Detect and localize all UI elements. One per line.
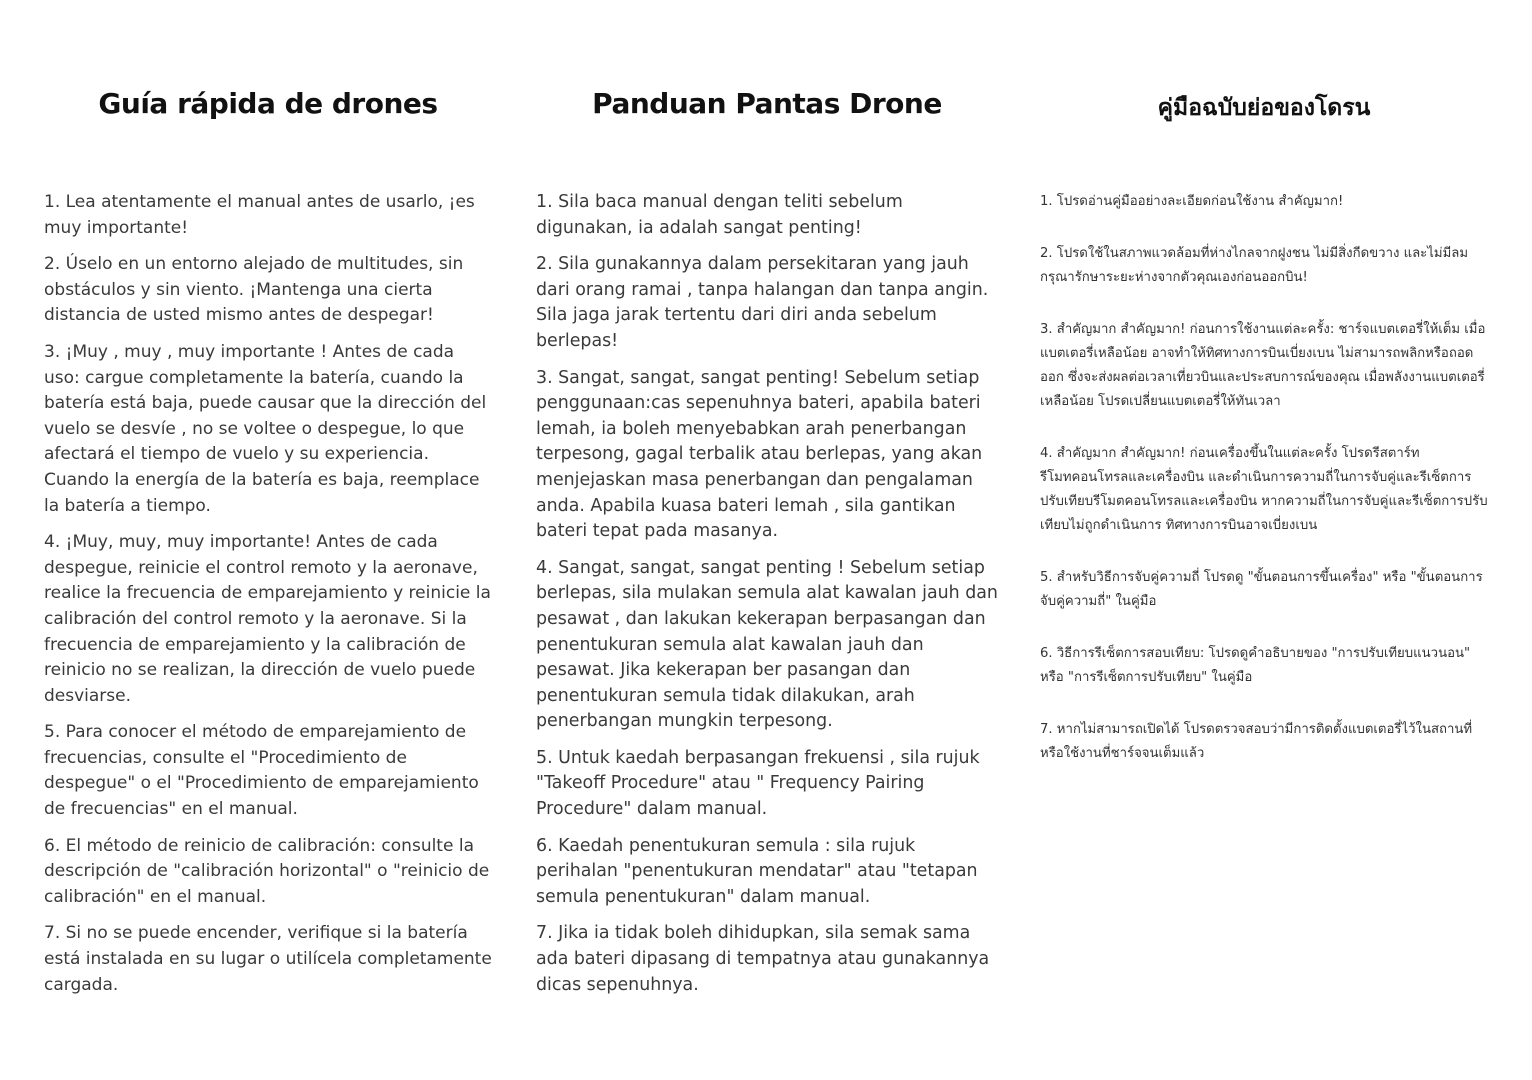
step-4: 4. ¡Muy, muy, muy importante! Antes de cada despegue, reinicie el control remoto y la aeronave, realice la frecuencia de emparejamiento y reinicie la calibración del control remoto y la aeronave. Si la frecuencia de emparejamiento y la calibración de reinicio no se realizan, la dirección de vuelo puede desviarse. bbox=[44, 532, 491, 706]
steps-list bbox=[1040, 190, 1488, 794]
steps-list bbox=[536, 190, 998, 1009]
step-7: 7. หากไม่สามารถเปิดได้ โปรดตรวจสอบว่ามีการติดตั้งแบตเตอรี่ไว้ในสถานที่หรือใช้งานที่ชาร์จจนเต็มแล้ว bbox=[1040, 722, 1473, 761]
column-title: Panduan Pantas Drone bbox=[592, 87, 942, 120]
column-spanish bbox=[44, 0, 492, 1080]
column-malay bbox=[536, 0, 998, 1080]
step-4: 4. Sangat, sangat, sangat penting ! Sebelum setiap berlepas, sila mulakan semula alat kawalan jauh dan pesawat , dan lakukan kekerapan berpasangan dan penentukuran semula alat kawalan jauh dan pesawat. Jika kekerapan ber pasangan dan penentukuran semula tidak dilakukan, arah penerbangan mungkin terpesong. bbox=[536, 557, 998, 732]
step-4: 4. สำคัญมาก สำคัญมาก! ก่อนเครื่องขึ้นในแต่ละครั้ง โปรดรีสตาร์ทรีโมทคอนโทรลและเครื่องบิน และดำเนินการความถี่ในการจับคู่และรีเซ็ตการปรับเทียบรีโมตคอนโทรลและเครื่องบิน หากความถี่ในการจับคู่และรีเซ็ตการปรับเทียบไม่ถูกดำเนินการ ทิศทางการบินอาจเบี่ยงเบน bbox=[1040, 446, 1488, 533]
step-6: 6. วิธีการรีเซ็ตการสอบเทียบ: โปรดดูคำอธิบายของ "การปรับเทียบแนวนอน" หรือ "การรีเซ็ตการปรับเทียบ" ในคู่มือ bbox=[1040, 646, 1471, 685]
step-5: 5. Para conocer el método de emparejamiento de frecuencias, consulte el "Procedimiento de despegue" o el "Procedimiento de emparejamiento de frecuencias" en el manual. bbox=[44, 722, 479, 820]
step-1: 1. โปรดอ่านคู่มืออย่างละเอียดก่อนใช้งาน สำคัญมาก! bbox=[1040, 194, 1344, 209]
step-1: 1. Sila baca manual dengan teliti sebelum digunakan, ia adalah sangat penting! bbox=[536, 192, 903, 238]
step-6: 6. Kaedah penentukuran semula : sila rujuk perihalan "penentukuran mendatar" atau "tetapan semula penentukuran" dalam manual. bbox=[536, 835, 978, 907]
step-1: 1. Lea atentamente el manual antes de usarlo, ¡es muy importante! bbox=[44, 192, 475, 238]
step-6: 6. El método de reinicio de calibración: consulte la descripción de "calibración horizontal" o "reinicio de calibración" en el manual. bbox=[44, 835, 490, 907]
column-thai bbox=[1040, 0, 1488, 1080]
step-2: 2. Úselo en un entorno alejado de multitudes, sin obstáculos y sin viento. ¡Mantenga una cierta distancia de usted mismo antes de despegar! bbox=[44, 254, 464, 326]
step-3: 3. Sangat, sangat, sangat penting! Sebelum setiap penggunaan:cas sepenuhnya bateri, apabila bateri lemah, ia boleh menyebabkan arah penerbangan terpesong, gagal terbalik atau berlepas, yang akan menjejaskan masa penerbangan dan pengalaman anda. Apabila kuasa bateri lemah , sila gantikan bateri tepat pada masanya. bbox=[536, 367, 983, 542]
column-title: Guía rápida de drones bbox=[98, 87, 438, 120]
step-5: 5. สำหรับวิธีการจับคู่ความถี่ โปรดดู "ขั้นตอนการขึ้นเครื่อง" หรือ "ขั้นตอนการจับคู่ความถี่" ในคู่มือ bbox=[1040, 570, 1483, 609]
steps-list bbox=[44, 190, 492, 1009]
column-title: คู่มือฉบับย่อของโดรน bbox=[1157, 95, 1371, 121]
step-7: 7. Jika ia tidak boleh dihidupkan, sila semak sama ada bateri dipasang di tempatnya atau gunakannya dicas sepenuhnya. bbox=[536, 923, 990, 995]
step-3: 3. ¡Muy , muy , muy importante ! Antes de cada uso: cargue completamente la batería, cuando la batería está baja, puede causar que la dirección del vuelo se desvíe , no se voltee o despegue, lo que afectará el tiempo de vuelo y su experiencia. Cuando la energía de la batería es baja, reemplace la batería a tiempo. bbox=[44, 341, 487, 516]
step-3: 3. สำคัญมาก สำคัญมาก! ก่อนการใช้งานแต่ละครั้ง: ชาร์จแบตเตอรี่ให้เต็ม เมื่อแบตเตอรี่เหลือน้อย อาจทำให้ทิศทางการบินเบี่ยงเบน ไม่สามารถพลิกหรือถอดออก ซึ่งจะส่งผลต่อเวลาเที่ยวบินและประสบการณ์ของคุณ เมื่อพลังงานแบตเตอรี่เหลือน้อย โปรดเปลี่ยนแบตเตอรี่ให้ทันเวลา bbox=[1040, 322, 1486, 409]
step-5: 5. Untuk kaedah berpasangan frekuensi , sila rujuk "Takeoff Procedure" atau " Frequency Pairing Procedure" dalam manual. bbox=[536, 747, 980, 820]
step-7: 7. Si no se puede encender, verifique si la batería está instalada en su lugar o utilícela completamente cargada. bbox=[44, 923, 492, 995]
step-2: 2. โปรดใช้ในสภาพแวดล้อมที่ห่างไกลจากฝูงชน ไม่มีสิ่งกีดขวาง และไม่มีลม กรุณารักษาระยะห่างจากตัวคุณเองก่อนออกบิน! bbox=[1040, 246, 1469, 285]
step-2: 2. Sila gunakannya dalam persekitaran yang jauh dari orang ramai , tanpa halangan dan tanpa angin. Sila jaga jarak tertentu dari diri anda sebelum berlepas! bbox=[536, 254, 989, 351]
